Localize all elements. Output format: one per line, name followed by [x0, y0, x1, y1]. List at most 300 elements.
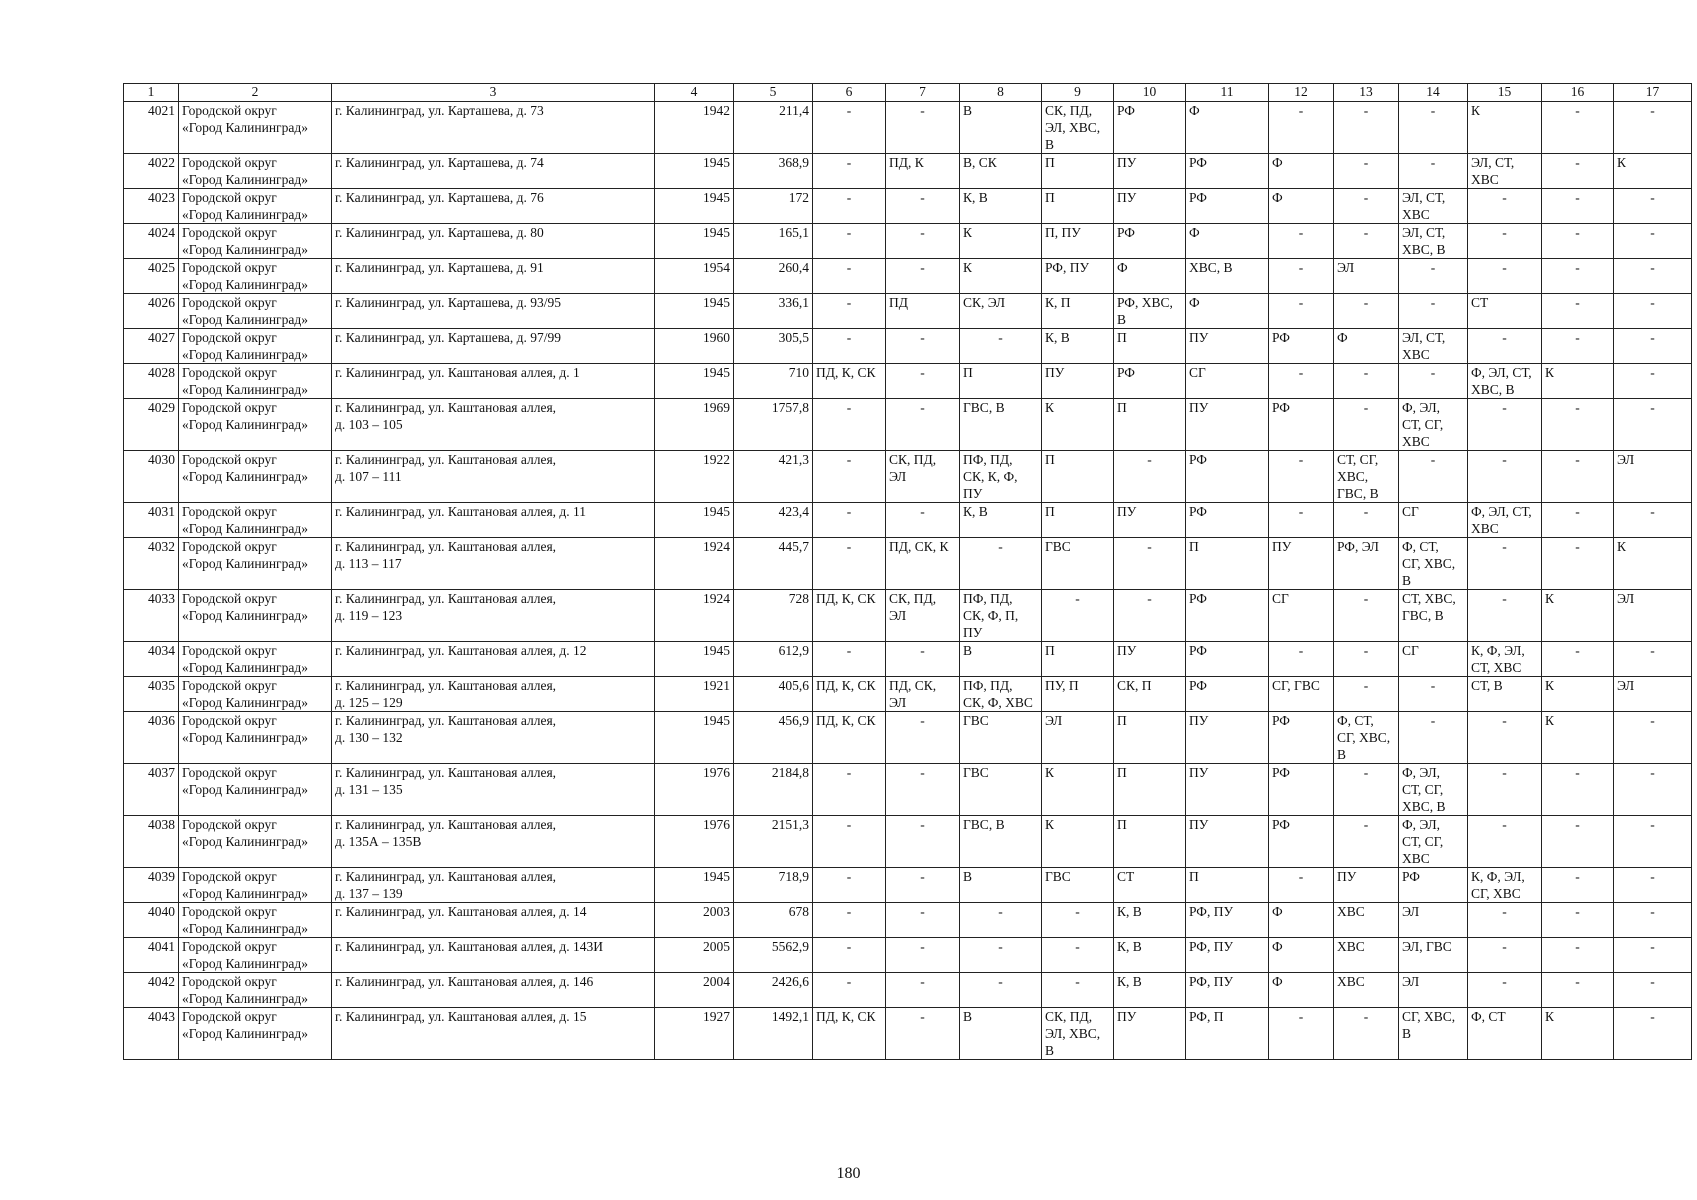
table-cell: -: [886, 764, 960, 816]
table-cell: СК, ПД, ЭЛ: [886, 451, 960, 503]
table-cell: -: [1269, 364, 1334, 399]
table-cell: РФ: [1269, 399, 1334, 451]
header-row: [124, 84, 1692, 102]
table-cell: ПУ: [1114, 503, 1186, 538]
table-cell: -: [1269, 259, 1334, 294]
column-header-10: 10: [1114, 84, 1186, 102]
table-cell: К: [1468, 102, 1542, 154]
municipality-cell: Городской округ «Город Калининград»: [179, 590, 332, 642]
table-cell: -: [1334, 1008, 1399, 1060]
table-cell: -: [1334, 102, 1399, 154]
table-cell: -: [1468, 938, 1542, 973]
table-cell: РФ: [1114, 364, 1186, 399]
municipality-cell: Городской округ «Город Калининград»: [179, 294, 332, 329]
area-cell: 405,6: [734, 677, 813, 712]
year-cell: 1945: [655, 224, 734, 259]
column-header-14: 14: [1399, 84, 1468, 102]
table-row: [124, 938, 1692, 973]
table-cell: РФ, ПУ: [1186, 973, 1269, 1008]
table-cell: -: [1269, 451, 1334, 503]
address-cell: г. Калининград, ул. Каштановая аллея, д. 113 – 117: [332, 538, 655, 590]
address-cell: г. Калининград, ул. Каштановая аллея, д. 15: [332, 1008, 655, 1060]
area-cell: 718,9: [734, 868, 813, 903]
table-cell: -: [1334, 154, 1399, 189]
table-cell: К: [1042, 764, 1114, 816]
table-cell: -: [1542, 764, 1614, 816]
table-cell: РФ: [1269, 712, 1334, 764]
table-row: [124, 538, 1692, 590]
row-number-cell: 4028: [124, 364, 179, 399]
year-cell: 1954: [655, 259, 734, 294]
row-number-cell: 4034: [124, 642, 179, 677]
table-cell: -: [1269, 1008, 1334, 1060]
table-cell: Ф, ЭЛ, СТ, СГ, ХВС, В: [1399, 764, 1468, 816]
table-cell: Ф: [1186, 224, 1269, 259]
table-cell: К, Ф, ЭЛ, СГ, ХВС: [1468, 868, 1542, 903]
table-cell: -: [886, 642, 960, 677]
table-cell: -: [1468, 329, 1542, 364]
row-number-cell: 4027: [124, 329, 179, 364]
area-cell: 260,4: [734, 259, 813, 294]
table-cell: К: [1542, 712, 1614, 764]
column-header-7: 7: [886, 84, 960, 102]
table-cell: П: [1114, 764, 1186, 816]
table-cell: -: [1269, 868, 1334, 903]
table-cell: -: [1614, 938, 1692, 973]
area-cell: 211,4: [734, 102, 813, 154]
table-cell: СТ: [1114, 868, 1186, 903]
address-cell: г. Калининград, ул. Карташева, д. 76: [332, 189, 655, 224]
table-row: [124, 294, 1692, 329]
table-cell: -: [1542, 154, 1614, 189]
table-cell: К, П: [1042, 294, 1114, 329]
table-cell: -: [886, 189, 960, 224]
address-cell: г. Калининград, ул. Каштановая аллея, д. 143И: [332, 938, 655, 973]
table-cell: -: [813, 189, 886, 224]
table-cell: -: [813, 973, 886, 1008]
table-row: [124, 189, 1692, 224]
table-cell: К: [1042, 399, 1114, 451]
table-cell: -: [1614, 102, 1692, 154]
table-cell: РФ: [1186, 189, 1269, 224]
table-cell: СК, ПД, ЭЛ, ХВС, В: [1042, 102, 1114, 154]
table-cell: -: [813, 154, 886, 189]
table-cell: СТ, В: [1468, 677, 1542, 712]
area-cell: 678: [734, 903, 813, 938]
table-row: [124, 712, 1692, 764]
row-number-cell: 4042: [124, 973, 179, 1008]
area-cell: 336,1: [734, 294, 813, 329]
table-row: [124, 764, 1692, 816]
area-cell: 421,3: [734, 451, 813, 503]
table-cell: ПФ, ПД, СК, Ф, ХВС: [960, 677, 1042, 712]
table-cell: ГВС, В: [960, 399, 1042, 451]
table-cell: РФ: [1186, 154, 1269, 189]
row-number-cell: 4039: [124, 868, 179, 903]
table-cell: -: [1542, 224, 1614, 259]
row-number-cell: 4025: [124, 259, 179, 294]
table-cell: -: [1542, 503, 1614, 538]
table-cell: ПУ: [1114, 642, 1186, 677]
address-cell: г. Калининград, ул. Карташева, д. 91: [332, 259, 655, 294]
table-cell: РФ, П: [1186, 1008, 1269, 1060]
table-cell: -: [1468, 764, 1542, 816]
year-cell: 1945: [655, 503, 734, 538]
table-cell: СГ, ХВС, В: [1399, 1008, 1468, 1060]
table-cell: -: [1542, 294, 1614, 329]
table-cell: -: [1614, 329, 1692, 364]
municipality-cell: Городской округ «Город Калининград»: [179, 868, 332, 903]
municipality-cell: Городской округ «Город Калининград»: [179, 538, 332, 590]
table-cell: СГ: [1399, 503, 1468, 538]
table-cell: Ф: [1269, 938, 1334, 973]
table-cell: К: [1542, 590, 1614, 642]
municipality-cell: Городской округ «Город Калининград»: [179, 973, 332, 1008]
table-cell: Ф: [1334, 329, 1399, 364]
table-cell: ГВС: [960, 712, 1042, 764]
table-cell: В: [960, 1008, 1042, 1060]
table-cell: ГВС: [1042, 538, 1114, 590]
table-cell: -: [1614, 816, 1692, 868]
table-cell: -: [1399, 712, 1468, 764]
table-cell: К, В: [1042, 329, 1114, 364]
table-cell: В: [960, 102, 1042, 154]
table-cell: -: [1334, 294, 1399, 329]
table-cell: ПУ: [1269, 538, 1334, 590]
table-cell: -: [813, 294, 886, 329]
row-number-cell: 4026: [124, 294, 179, 329]
table-cell: П: [1114, 329, 1186, 364]
table-cell: РФ: [1269, 329, 1334, 364]
table-cell: -: [1399, 102, 1468, 154]
table-cell: ПД: [886, 294, 960, 329]
table-cell: СТ, СГ, ХВС, ГВС, В: [1334, 451, 1399, 503]
table-cell: -: [1269, 294, 1334, 329]
table-cell: Ф: [1269, 189, 1334, 224]
table-cell: -: [813, 451, 886, 503]
table-cell: ПУ: [1186, 399, 1269, 451]
table-cell: ПД, К, СК: [813, 677, 886, 712]
table-row: [124, 590, 1692, 642]
table-cell: Ф, ЭЛ, СТ, СГ, ХВС: [1399, 399, 1468, 451]
table-cell: РФ: [1186, 503, 1269, 538]
table-cell: СГ: [1186, 364, 1269, 399]
table-cell: -: [1399, 294, 1468, 329]
table-cell: -: [1614, 1008, 1692, 1060]
table-cell: Ф: [1114, 259, 1186, 294]
table-cell: -: [1614, 399, 1692, 451]
table-cell: Ф: [1269, 154, 1334, 189]
municipality-cell: Городской округ «Город Калининград»: [179, 1008, 332, 1060]
table-cell: -: [1614, 503, 1692, 538]
table-cell: -: [960, 538, 1042, 590]
table-cell: ЭЛ: [1614, 590, 1692, 642]
table-cell: -: [886, 712, 960, 764]
table-cell: -: [886, 903, 960, 938]
table-cell: ПД, К, СК: [813, 590, 886, 642]
year-cell: 2003: [655, 903, 734, 938]
table-body: [124, 102, 1692, 1060]
table-cell: ПУ: [1334, 868, 1399, 903]
table-cell: РФ: [1114, 102, 1186, 154]
table-cell: -: [1114, 451, 1186, 503]
row-number-cell: 4033: [124, 590, 179, 642]
table-cell: РФ: [1186, 590, 1269, 642]
table-cell: Ф, ЭЛ, СТ, СГ, ХВС: [1399, 816, 1468, 868]
table-cell: РФ, ПУ: [1186, 903, 1269, 938]
municipality-cell: Городской округ «Город Калининград»: [179, 816, 332, 868]
table-cell: -: [1334, 189, 1399, 224]
column-header-3: 3: [332, 84, 655, 102]
table-cell: ЭЛ: [1614, 451, 1692, 503]
table-cell: ПУ: [1114, 154, 1186, 189]
table-cell: ЭЛ, СТ, ХВС: [1468, 154, 1542, 189]
table-row: [124, 154, 1692, 189]
municipality-cell: Городской округ «Город Калининград»: [179, 154, 332, 189]
year-cell: 1921: [655, 677, 734, 712]
table-cell: СК, ПД, ЭЛ: [886, 590, 960, 642]
year-cell: 1945: [655, 712, 734, 764]
table-cell: П: [960, 364, 1042, 399]
table-cell: ЭЛ: [1334, 259, 1399, 294]
table-cell: -: [886, 399, 960, 451]
table-cell: П: [1042, 503, 1114, 538]
year-cell: 1945: [655, 364, 734, 399]
row-number-cell: 4022: [124, 154, 179, 189]
municipality-cell: Городской округ «Город Калининград»: [179, 329, 332, 364]
area-cell: 2184,8: [734, 764, 813, 816]
table-cell: РФ: [1186, 642, 1269, 677]
table-cell: -: [1468, 538, 1542, 590]
table-row: [124, 364, 1692, 399]
table-cell: К: [1542, 677, 1614, 712]
column-header-11: 11: [1186, 84, 1269, 102]
year-cell: 1922: [655, 451, 734, 503]
address-cell: г. Калининград, ул. Карташева, д. 73: [332, 102, 655, 154]
year-cell: 1942: [655, 102, 734, 154]
table-cell: Ф: [1186, 294, 1269, 329]
table-cell: -: [1399, 677, 1468, 712]
table-cell: -: [886, 973, 960, 1008]
table-cell: ПД, К, СК: [813, 1008, 886, 1060]
address-cell: г. Калининград, ул. Карташева, д. 97/99: [332, 329, 655, 364]
table-cell: К: [1542, 364, 1614, 399]
table-cell: -: [1614, 973, 1692, 1008]
table-cell: -: [1542, 642, 1614, 677]
table-cell: Ф: [1186, 102, 1269, 154]
row-number-cell: 4037: [124, 764, 179, 816]
table-cell: -: [813, 903, 886, 938]
table-cell: -: [813, 816, 886, 868]
table-cell: РФ: [1114, 224, 1186, 259]
table-cell: -: [1334, 642, 1399, 677]
table-cell: -: [1334, 364, 1399, 399]
table-cell: СГ: [1269, 590, 1334, 642]
table-cell: СТ, ХВС, ГВС, В: [1399, 590, 1468, 642]
table-cell: -: [813, 259, 886, 294]
table-cell: ЭЛ: [1614, 677, 1692, 712]
municipality-cell: Городской округ «Город Калининград»: [179, 102, 332, 154]
table-row: [124, 451, 1692, 503]
row-number-cell: 4041: [124, 938, 179, 973]
area-cell: 612,9: [734, 642, 813, 677]
table-cell: РФ: [1186, 677, 1269, 712]
table-cell: -: [1468, 189, 1542, 224]
table-cell: ПД, СК, К: [886, 538, 960, 590]
municipality-cell: Городской округ «Город Калининград»: [179, 451, 332, 503]
area-cell: 5562,9: [734, 938, 813, 973]
table-cell: -: [1334, 399, 1399, 451]
table-cell: -: [1468, 590, 1542, 642]
table-cell: -: [1614, 294, 1692, 329]
table-row: [124, 224, 1692, 259]
table-cell: -: [1468, 259, 1542, 294]
table-cell: К: [1042, 816, 1114, 868]
table-cell: -: [813, 329, 886, 364]
municipality-cell: Городской округ «Город Калининград»: [179, 189, 332, 224]
column-header-5: 5: [734, 84, 813, 102]
column-header-4: 4: [655, 84, 734, 102]
table-cell: -: [886, 503, 960, 538]
table-cell: Ф: [1269, 903, 1334, 938]
municipality-cell: Городской округ «Город Калининград»: [179, 364, 332, 399]
table-cell: К, В: [960, 189, 1042, 224]
page-number: 180: [836, 1165, 861, 1182]
year-cell: 1945: [655, 642, 734, 677]
table-cell: РФ: [1269, 816, 1334, 868]
table-cell: К, Ф, ЭЛ, СТ, ХВС: [1468, 642, 1542, 677]
table-cell: -: [1114, 590, 1186, 642]
table-cell: П: [1042, 154, 1114, 189]
address-cell: г. Калининград, ул. Карташева, д. 80: [332, 224, 655, 259]
table-cell: -: [1542, 451, 1614, 503]
table-cell: ПД, СК, ЭЛ: [886, 677, 960, 712]
table-cell: -: [813, 642, 886, 677]
table-cell: -: [1399, 154, 1468, 189]
year-cell: 2005: [655, 938, 734, 973]
row-number-cell: 4030: [124, 451, 179, 503]
table-cell: ЭЛ, СТ, ХВС, В: [1399, 224, 1468, 259]
table-cell: -: [1468, 973, 1542, 1008]
table-cell: -: [1114, 538, 1186, 590]
table-cell: Ф, ЭЛ, СТ, ХВС, В: [1468, 364, 1542, 399]
table-cell: -: [1468, 712, 1542, 764]
table-cell: СК, ЭЛ: [960, 294, 1042, 329]
area-cell: 2151,3: [734, 816, 813, 868]
column-header-6: 6: [813, 84, 886, 102]
year-cell: 2004: [655, 973, 734, 1008]
table-row: [124, 677, 1692, 712]
table-cell: ПУ: [1114, 1008, 1186, 1060]
table-cell: К, В: [1114, 903, 1186, 938]
table-cell: РФ: [1399, 868, 1468, 903]
table-cell: Ф, СТ, СГ, ХВС, В: [1334, 712, 1399, 764]
table-cell: СТ: [1468, 294, 1542, 329]
table-cell: -: [813, 102, 886, 154]
table-cell: ЭЛ: [1042, 712, 1114, 764]
table-cell: ПД, К, СК: [813, 364, 886, 399]
table-cell: Ф, СТ: [1468, 1008, 1542, 1060]
area-cell: 165,1: [734, 224, 813, 259]
municipality-cell: Городской округ «Город Калининград»: [179, 399, 332, 451]
table-cell: ГВС: [960, 764, 1042, 816]
table-row: [124, 642, 1692, 677]
table-cell: -: [886, 1008, 960, 1060]
table-cell: РФ, ПУ: [1042, 259, 1114, 294]
table-cell: ПУ: [1114, 189, 1186, 224]
table-cell: -: [1042, 938, 1114, 973]
table-cell: РФ, ЭЛ: [1334, 538, 1399, 590]
address-cell: г. Калининград, ул. Каштановая аллея, д. 130 – 132: [332, 712, 655, 764]
address-cell: г. Калининград, ул. Каштановая аллея, д. 14: [332, 903, 655, 938]
table-cell: -: [1399, 364, 1468, 399]
table-row: [124, 329, 1692, 364]
table-cell: П: [1114, 816, 1186, 868]
table-cell: -: [1614, 364, 1692, 399]
address-cell: г. Калининград, ул. Каштановая аллея, д. 146: [332, 973, 655, 1008]
area-cell: 172: [734, 189, 813, 224]
column-header-13: 13: [1334, 84, 1399, 102]
table-cell: В: [960, 642, 1042, 677]
table-cell: -: [1468, 399, 1542, 451]
table-cell: ПУ: [1186, 816, 1269, 868]
row-number-cell: 4035: [124, 677, 179, 712]
table-cell: -: [1542, 102, 1614, 154]
area-cell: 456,9: [734, 712, 813, 764]
address-cell: г. Калининград, ул. Каштановая аллея, д. 12: [332, 642, 655, 677]
table-cell: -: [1468, 451, 1542, 503]
address-cell: г. Калининград, ул. Каштановая аллея, д. 135А – 135В: [332, 816, 655, 868]
table-cell: СГ: [1399, 642, 1468, 677]
year-cell: 1945: [655, 189, 734, 224]
table-cell: К, В: [1114, 973, 1186, 1008]
area-cell: 2426,6: [734, 973, 813, 1008]
address-cell: г. Калининград, ул. Карташева, д. 74: [332, 154, 655, 189]
year-cell: 1969: [655, 399, 734, 451]
area-cell: 1492,1: [734, 1008, 813, 1060]
table-cell: СГ, ГВС: [1269, 677, 1334, 712]
table-cell: К, В: [1114, 938, 1186, 973]
table-cell: СК, ПД, ЭЛ, ХВС, В: [1042, 1008, 1114, 1060]
table-header: [124, 84, 1692, 102]
table-cell: ПД, К, СК: [813, 712, 886, 764]
row-number-cell: 4031: [124, 503, 179, 538]
table-cell: СК, П: [1114, 677, 1186, 712]
row-number-cell: 4024: [124, 224, 179, 259]
table-cell: -: [1542, 399, 1614, 451]
table-cell: ПУ: [1186, 329, 1269, 364]
area-cell: 1757,8: [734, 399, 813, 451]
year-cell: 1945: [655, 868, 734, 903]
address-cell: г. Калининград, ул. Карташева, д. 93/95: [332, 294, 655, 329]
table-cell: -: [1468, 816, 1542, 868]
column-header-15: 15: [1468, 84, 1542, 102]
municipality-cell: Городской округ «Город Калининград»: [179, 642, 332, 677]
table-cell: ХВС: [1334, 903, 1399, 938]
column-header-16: 16: [1542, 84, 1614, 102]
table-cell: -: [1334, 590, 1399, 642]
table-cell: -: [1269, 224, 1334, 259]
table-cell: ЭЛ, СТ, ХВС: [1399, 189, 1468, 224]
table-cell: -: [1468, 224, 1542, 259]
table-cell: -: [1468, 903, 1542, 938]
table-cell: -: [886, 259, 960, 294]
table-cell: -: [1542, 329, 1614, 364]
table-cell: -: [886, 329, 960, 364]
table-cell: -: [813, 538, 886, 590]
table-cell: -: [886, 102, 960, 154]
table-cell: -: [1399, 451, 1468, 503]
